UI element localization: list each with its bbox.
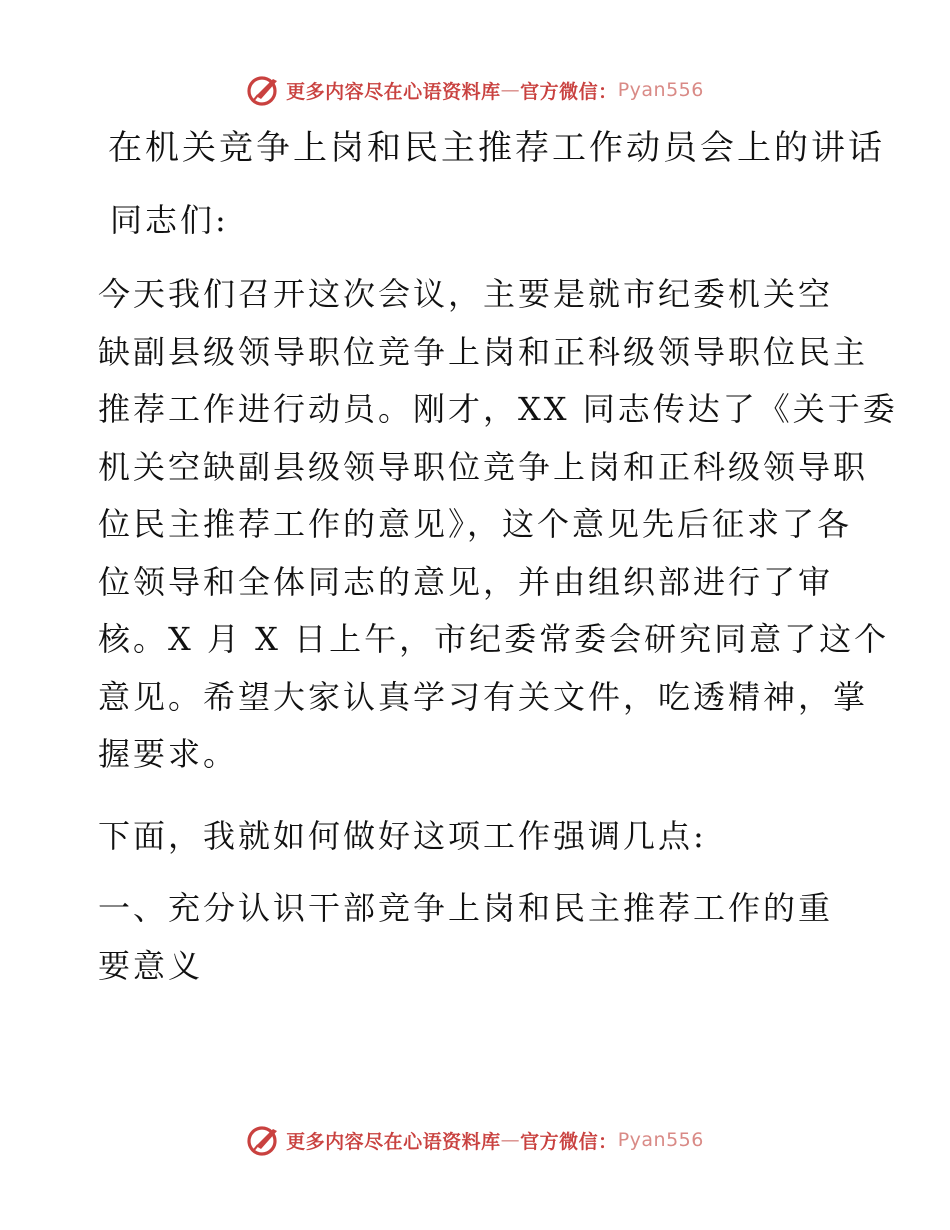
quill-in-circle-icon [246,72,282,108]
watermark-wechat: Pyan556 [617,1129,704,1151]
paragraph-intro [98,266,898,784]
watermark-dash: — [500,79,521,101]
paragraph-line: 意见。希望大家认真学习有关文件，吃透精神，掌 [98,677,869,716]
paragraph-line: 推荐工作进行动员。刚才，XX 同志传达了《关于委 [98,390,898,428]
footer-watermark [0,1120,950,1160]
header-watermark [0,70,950,110]
paragraph-line: 今天我们召开这次会议，主要是就市纪委机关空 [98,275,834,313]
watermark-wechat: Pyan556 [617,79,704,101]
paragraph-transition [98,808,858,866]
watermark-suffix: 官方微信： [520,1130,618,1153]
watermark-text: 更多内容尽在心语资料库 [286,80,501,103]
paragraph-line: 握要求。 [98,735,239,773]
heading-line: 要意义 [98,946,204,985]
quill-in-circle-icon [246,1122,282,1158]
paragraph-line: 位民主推荐工作的意见》，这个意见先后征求了各 [98,505,853,543]
watermark-dash: — [500,1129,521,1151]
paragraph-line: 缺副县级领导职位竞争上岗和正科级领导职位民主 [98,332,869,371]
watermark-suffix: 官方微信： [520,80,618,103]
paragraph-line: 位领导和全体同志的意见，并由组织部进行了审 [98,562,834,601]
paragraph-line: 下面，我就如何做好这项工作强调几点: [98,817,707,855]
heading-line: 一、充分认识干部竞争上岗和民主推荐工作的重 [98,889,834,927]
paragraph-line: 机关空缺副县级领导职位竞争上岗和正科级领导职 [98,447,869,486]
document-title: 在机关竞争上岗和民主推荐工作动员会上的讲话 [108,128,885,168]
watermark-text: 更多内容尽在心语资料库 [286,1130,501,1153]
salutation: 同志们: [110,201,229,239]
section-heading-1 [98,880,858,995]
paragraph-line: 核。X 月 X 日上午，市纪委常委会研究同意了这个 [98,620,890,658]
